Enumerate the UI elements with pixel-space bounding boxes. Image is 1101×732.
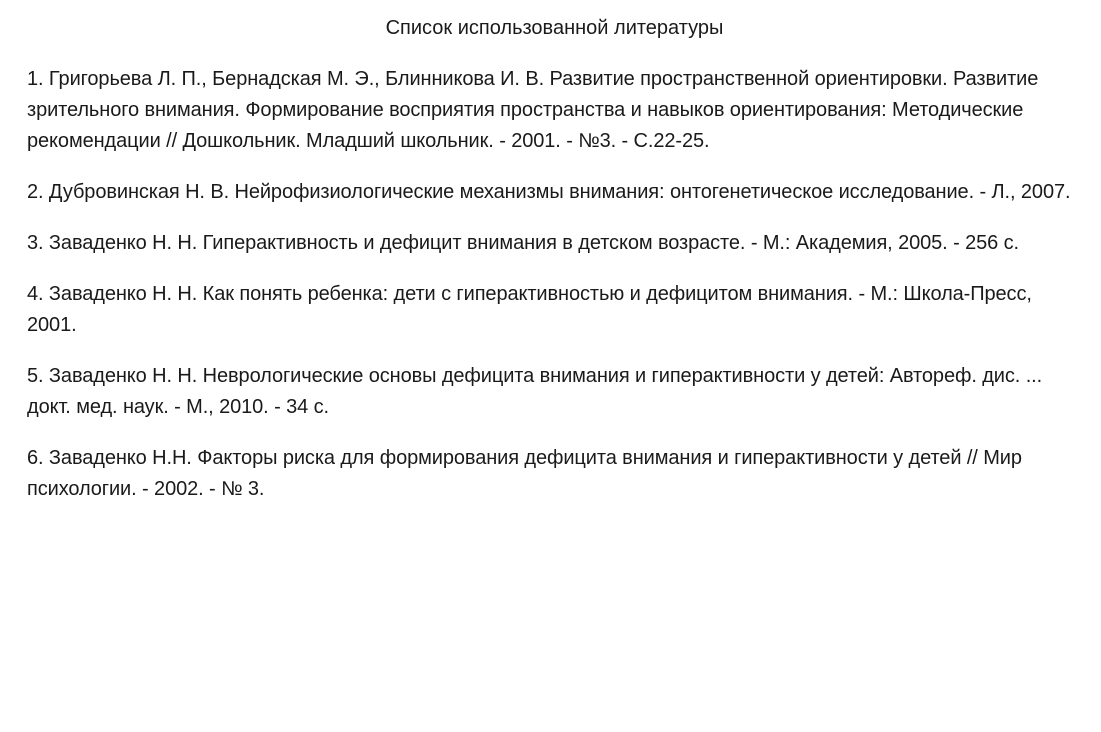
reference-item-3: 3. Заваденко Н. Н. Гиперактивность и дефицит внимания в детском возрасте. - М.: Академия, 2005. - 256 с. [27, 232, 1019, 254]
reference-item-6: 6. Заваденко Н.Н. Факторы риска для формирования дефицита внимания и гиперактивности у детей // Мир психологии. - 2002. - № 3. [27, 447, 1022, 500]
reference-item-2: 2. Дубровинская Н. В. Нейрофизиологические механизмы внимания: онтогенетическое исследование. - Л., 2007. [27, 181, 1071, 203]
document-page [27, 14, 1082, 525]
document-title: Список использованной литературы [385, 17, 724, 39]
reference-item-1: 1. Григорьева Л. П., Бернадская М. Э., Блинникова И. В. Развитие пространственной ориентировки. Развитие зрительного внимания. Формирование восприятия пространства и навыков ориентирования: Методические рекомендации // Дошкольник. Младший школьник. - 2001. - №3. - С.22-25. [27, 68, 1039, 152]
reference-item-4: 4. Заваденко Н. Н. Как понять ребенка: дети с гиперактивностью и дефицитом внимания. - М.: Школа-Пресс, 2001. [27, 283, 1032, 336]
reference-item-5: 5. Заваденко Н. Н. Неврологические основы дефицита внимания и гиперактивности у детей: Автореф. дис. ... докт. мед. наук. - М., 2010. - 34 с. [27, 365, 1043, 418]
reference-list [27, 64, 1082, 505]
